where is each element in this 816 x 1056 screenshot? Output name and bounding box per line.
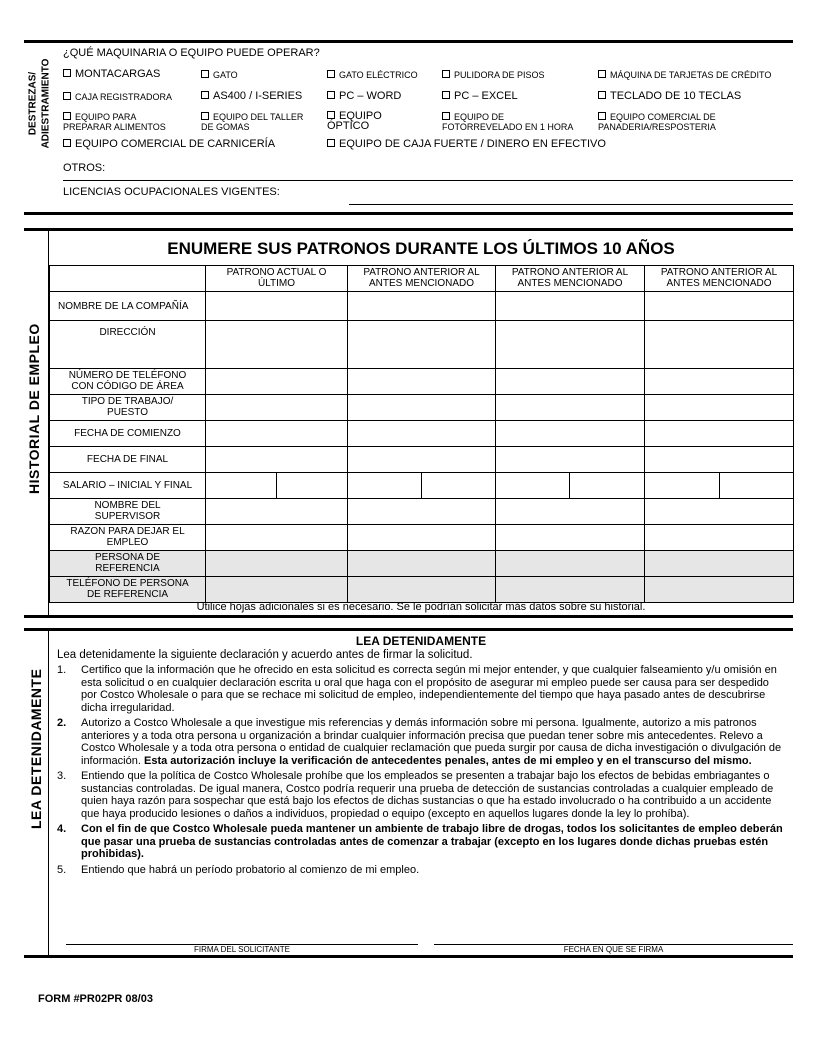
section-bottom-border <box>24 212 793 215</box>
checkbox-tire-shop[interactable]: EQUIPO DEL TALLER DE GOMAS <box>201 112 304 132</box>
history-note: Utilice hojas adicionales si es necesario. Se le podrían solicitar más datos sobre su historial. <box>196 601 646 613</box>
column-header: PATRONO ANTERIOR AL ANTES MENCIONADO <box>348 266 496 292</box>
table-cell[interactable] <box>496 321 645 369</box>
checkbox-icon[interactable] <box>598 112 606 120</box>
table-cell[interactable] <box>496 369 645 395</box>
table-row <box>50 292 794 321</box>
employment-history-section <box>24 228 793 618</box>
table-cell[interactable] <box>496 395 645 421</box>
item-number: 3. <box>57 770 67 782</box>
row-label: NOMBRE DEL SUPERVISOR <box>50 499 206 525</box>
table-row <box>50 525 794 551</box>
table-cell[interactable] <box>496 447 645 473</box>
header-blank <box>50 266 206 292</box>
table-cell[interactable] <box>496 525 645 551</box>
read-side-label: LEA DETENIDAMENTE <box>28 668 44 829</box>
table-cell[interactable] <box>206 525 348 551</box>
table-cell[interactable] <box>206 499 348 525</box>
table-cell[interactable] <box>348 551 496 577</box>
checkbox-floor-polisher[interactable]: PULIDORA DE PISOS <box>442 70 545 80</box>
read-intro: Lea detenidamente la siguiente declaración y acuerdo antes de firmar la solicitud. <box>57 649 473 661</box>
item-number: 1. <box>57 664 67 676</box>
table-row <box>50 577 794 603</box>
checkbox-optical[interactable]: EQUIPO ÓPTICO <box>327 110 382 132</box>
column-header: PATRONO ACTUAL O ÚLTIMO <box>206 266 348 292</box>
table-cell[interactable] <box>645 499 794 525</box>
row-label: FECHA DE FINAL <box>50 447 206 473</box>
item-text: Autorizo a Costco Wholesale a que investigue mis referencias y demás información sobre mi persona. Igualmente, autorizo a mis patronos anteriores y a toda otra persona u organización a brindar cualquier información precisa que puedan tener sobre mis antecedentes. Relevo a Costco Wholesale y a toda otra persona o entidad de cualquier reclamación que pueda surgir por causa de dicha investigación o divulgación de información. <box>81 717 782 767</box>
history-title: ENUMERE SUS PATRONOS DURANTE LOS ÚLTIMOS 10 AÑOS <box>167 239 675 258</box>
section-divider <box>48 631 49 955</box>
skills-section <box>24 40 793 216</box>
checkbox-pc-word[interactable]: PC – WORD <box>327 91 401 101</box>
row-label: RAZON PARA DEJAR EL EMPLEO <box>50 525 206 551</box>
checkbox-10-key[interactable]: TECLADO DE 10 TECLAS <box>598 91 741 101</box>
salary-start-cell[interactable] <box>206 473 277 499</box>
item-bold-text: Con el fin de que Costco Wholesale pueda mantener un ambiente de trabajo libre de drogas, todos los solicitantes de empleo deberán que pasar una prueba de sustancias controladas antes de comenzar a trabajar (excepto en los lugares donde dichas pruebas estén prohibidas). <box>81 823 783 860</box>
history-side-label: HISTORIAL DE EMPLEO <box>26 323 42 494</box>
checkbox-icon[interactable] <box>201 112 209 120</box>
declaration-item <box>57 864 787 877</box>
table-cell[interactable] <box>645 421 794 447</box>
salary-end-cell[interactable] <box>422 473 496 499</box>
item-number: 4. <box>57 823 67 835</box>
declaration-item <box>57 823 787 861</box>
other-label: OTROS: <box>63 162 106 174</box>
declaration-item <box>57 770 787 820</box>
table-cell[interactable] <box>206 292 348 321</box>
licenses-input-line[interactable] <box>349 204 793 205</box>
table-cell[interactable] <box>645 321 794 369</box>
checkbox-electric-jack[interactable]: GATO ELÉCTRICO <box>327 70 418 80</box>
table-row <box>50 421 794 447</box>
row-label: TELÉFONO DE PERSONA DE REFERENCIA <box>50 577 206 603</box>
checkbox-icon[interactable] <box>598 91 606 99</box>
table-cell[interactable] <box>348 525 496 551</box>
signature-label: FIRMA DEL SOLICITANTE <box>193 945 290 954</box>
table-cell[interactable] <box>496 551 645 577</box>
declaration-item <box>57 717 787 767</box>
item-bold-text: Esta autorización incluye la verificación de antecedentes penales, antes de mi empleo y en el transcurso del mismo. <box>143 754 752 767</box>
table-cell[interactable] <box>645 395 794 421</box>
checkbox-icon[interactable] <box>442 91 450 99</box>
row-label: DIRECCIÓN <box>50 321 206 369</box>
declaration-item <box>57 664 787 714</box>
checkbox-icon[interactable] <box>63 112 71 120</box>
table-cell[interactable] <box>206 447 348 473</box>
table-cell[interactable] <box>496 292 645 321</box>
equipment-question: ¿QUÉ MAQUINARIA O EQUIPO PUEDE OPERAR? <box>63 47 320 59</box>
table-cell[interactable] <box>348 321 496 369</box>
salary-end-cell[interactable] <box>570 473 645 499</box>
date-signed-label: FECHA EN QUE SE FIRMA <box>563 945 664 954</box>
table-cell[interactable] <box>348 292 496 321</box>
table-cell[interactable] <box>645 292 794 321</box>
table-cell[interactable] <box>348 499 496 525</box>
checkbox-icon[interactable] <box>63 69 71 77</box>
other-input-line[interactable] <box>63 180 793 181</box>
salary-start-cell[interactable] <box>496 473 570 499</box>
table-cell[interactable] <box>348 577 496 603</box>
table-cell[interactable] <box>206 551 348 577</box>
checkbox-forklift[interactable]: MONTACARGAS <box>63 69 160 79</box>
training-side-label: ADIESTRAMIENTO <box>40 58 52 149</box>
form-number: FORM #PR02PR 08/03 <box>38 993 153 1005</box>
row-label: PERSONA DE REFERENCIA <box>50 551 206 577</box>
table-header-row <box>50 266 794 292</box>
table-cell[interactable] <box>206 421 348 447</box>
table-row <box>50 551 794 577</box>
declaration-list <box>57 664 787 879</box>
table-cell[interactable] <box>645 551 794 577</box>
section-top-border <box>24 40 793 43</box>
table-cell[interactable] <box>645 447 794 473</box>
checkbox-icon[interactable] <box>327 139 335 147</box>
checkbox-icon[interactable] <box>327 111 335 119</box>
checkbox-pc-excel[interactable]: PC – EXCEL <box>442 91 518 101</box>
table-row <box>50 447 794 473</box>
checkbox-icon[interactable] <box>201 70 209 78</box>
table-row <box>50 473 794 499</box>
table-cell[interactable] <box>496 577 645 603</box>
salary-end-cell[interactable] <box>720 473 794 499</box>
checkbox-bakery[interactable]: EQUIPO COMERCIAL DE PANADERIA/RESPOSTERIA <box>598 112 716 132</box>
table-cell[interactable] <box>645 577 794 603</box>
skills-side-label: DESTREZAS/ <box>27 71 39 136</box>
salary-end-cell[interactable] <box>277 473 348 499</box>
checkbox-credit-card-machine[interactable]: MÁQUINA DE TARJETAS DE CRÉDITO <box>598 70 771 80</box>
item-number: 5. <box>57 863 67 876</box>
table-cell[interactable] <box>348 395 496 421</box>
table-cell[interactable] <box>206 395 348 421</box>
salary-start-cell[interactable] <box>348 473 422 499</box>
read-carefully-section <box>24 628 793 958</box>
checkbox-icon[interactable] <box>327 70 335 78</box>
row-label: NÚMERO DE TELÉFONO CON CÓDIGO DE ÁREA <box>50 369 206 395</box>
table-cell[interactable] <box>645 525 794 551</box>
table-row <box>50 321 794 369</box>
table-cell[interactable] <box>496 499 645 525</box>
checkbox-icon[interactable] <box>201 91 209 99</box>
item-text: Entiendo que la política de Costco Wholesale prohíbe que los empleados se presenten a trabajar bajo los efectos de bebidas embriagantes o sustancias controladas. De igual manera, Costco podría requerir una prueba de detección de sustancias controladas a cualquier empleado de quien haya razón para sospechar que está bajo los efectos de dichas sustancias o que ha estado involucrado o ha contribuido a un accidente que haya producido lesiones o daños a individuos, propiedad o equipo (excepto en aquellos lugares donde la ley lo prohíba). <box>81 770 774 820</box>
licenses-label: LICENCIAS OCUPACIONALES VIGENTES: <box>63 186 280 198</box>
table-cell[interactable] <box>206 577 348 603</box>
column-header: PATRONO ANTERIOR AL ANTES MENCIONADO <box>645 266 794 292</box>
read-title: LEA DETENIDAMENTE <box>355 634 487 648</box>
checkbox-photo-lab[interactable]: EQUIPO DE FOTORREVELADO EN 1 HORA <box>442 112 574 132</box>
checkbox-as400[interactable]: AS400 / I-SERIES <box>201 91 302 101</box>
checkbox-icon[interactable] <box>598 70 606 78</box>
table-cell[interactable] <box>348 421 496 447</box>
table-row <box>50 395 794 421</box>
checkbox-cash-register[interactable]: CAJA REGISTRADORA <box>63 92 172 102</box>
table-cell[interactable] <box>206 369 348 395</box>
employment-table <box>49 265 794 603</box>
table-row <box>50 499 794 525</box>
table-cell[interactable] <box>206 321 348 369</box>
table-cell[interactable] <box>348 369 496 395</box>
row-label: FECHA DE COMIENZO <box>50 421 206 447</box>
checkbox-icon[interactable] <box>327 91 335 99</box>
item-text: Certifico que la información que he ofrecido en esta solicitud es correcta según mi mejor entender, y que cualquier falseamiento y/u omisión en esta solicitud o en cualquier declaración escrita u oral que haga con el propósito de asegurar mi empleo puede ser causa para ser despedido por Costco Wholesale o para que se rechace mi solicitud de empleo, independientemente del tiempo que haya pasado antes de descubrirse dicha irregularidad. <box>81 664 777 714</box>
item-number: 2. <box>57 717 67 729</box>
table-cell[interactable] <box>348 447 496 473</box>
checkbox-safe-cash[interactable]: EQUIPO DE CAJA FUERTE / DINERO EN EFECTIVO <box>327 139 606 149</box>
checkbox-food-prep[interactable]: EQUIPO PARA PREPARAR ALIMENTOS <box>63 112 166 132</box>
checkbox-icon[interactable] <box>63 92 71 100</box>
table-cell[interactable] <box>645 369 794 395</box>
row-label: TIPO DE TRABAJO/ PUESTO <box>50 395 206 421</box>
row-label: NOMBRE DE LA COMPAÑÍA <box>50 292 206 321</box>
checkbox-icon[interactable] <box>442 112 450 120</box>
checkbox-icon[interactable] <box>442 70 450 78</box>
column-header: PATRONO ANTERIOR AL ANTES MENCIONADO <box>496 266 645 292</box>
row-label: SALARIO – INICIAL Y FINAL <box>50 473 206 499</box>
table-cell[interactable] <box>496 421 645 447</box>
table-row <box>50 369 794 395</box>
salary-start-cell[interactable] <box>645 473 720 499</box>
checkbox-jack[interactable]: GATO <box>201 70 238 80</box>
item-text: Entiendo que habrá un período probatorio al comienzo de mi empleo. <box>81 863 420 876</box>
checkbox-icon[interactable] <box>63 139 71 147</box>
checkbox-meat-dept[interactable]: EQUIPO COMERCIAL DE CARNICERÍA <box>63 139 275 149</box>
